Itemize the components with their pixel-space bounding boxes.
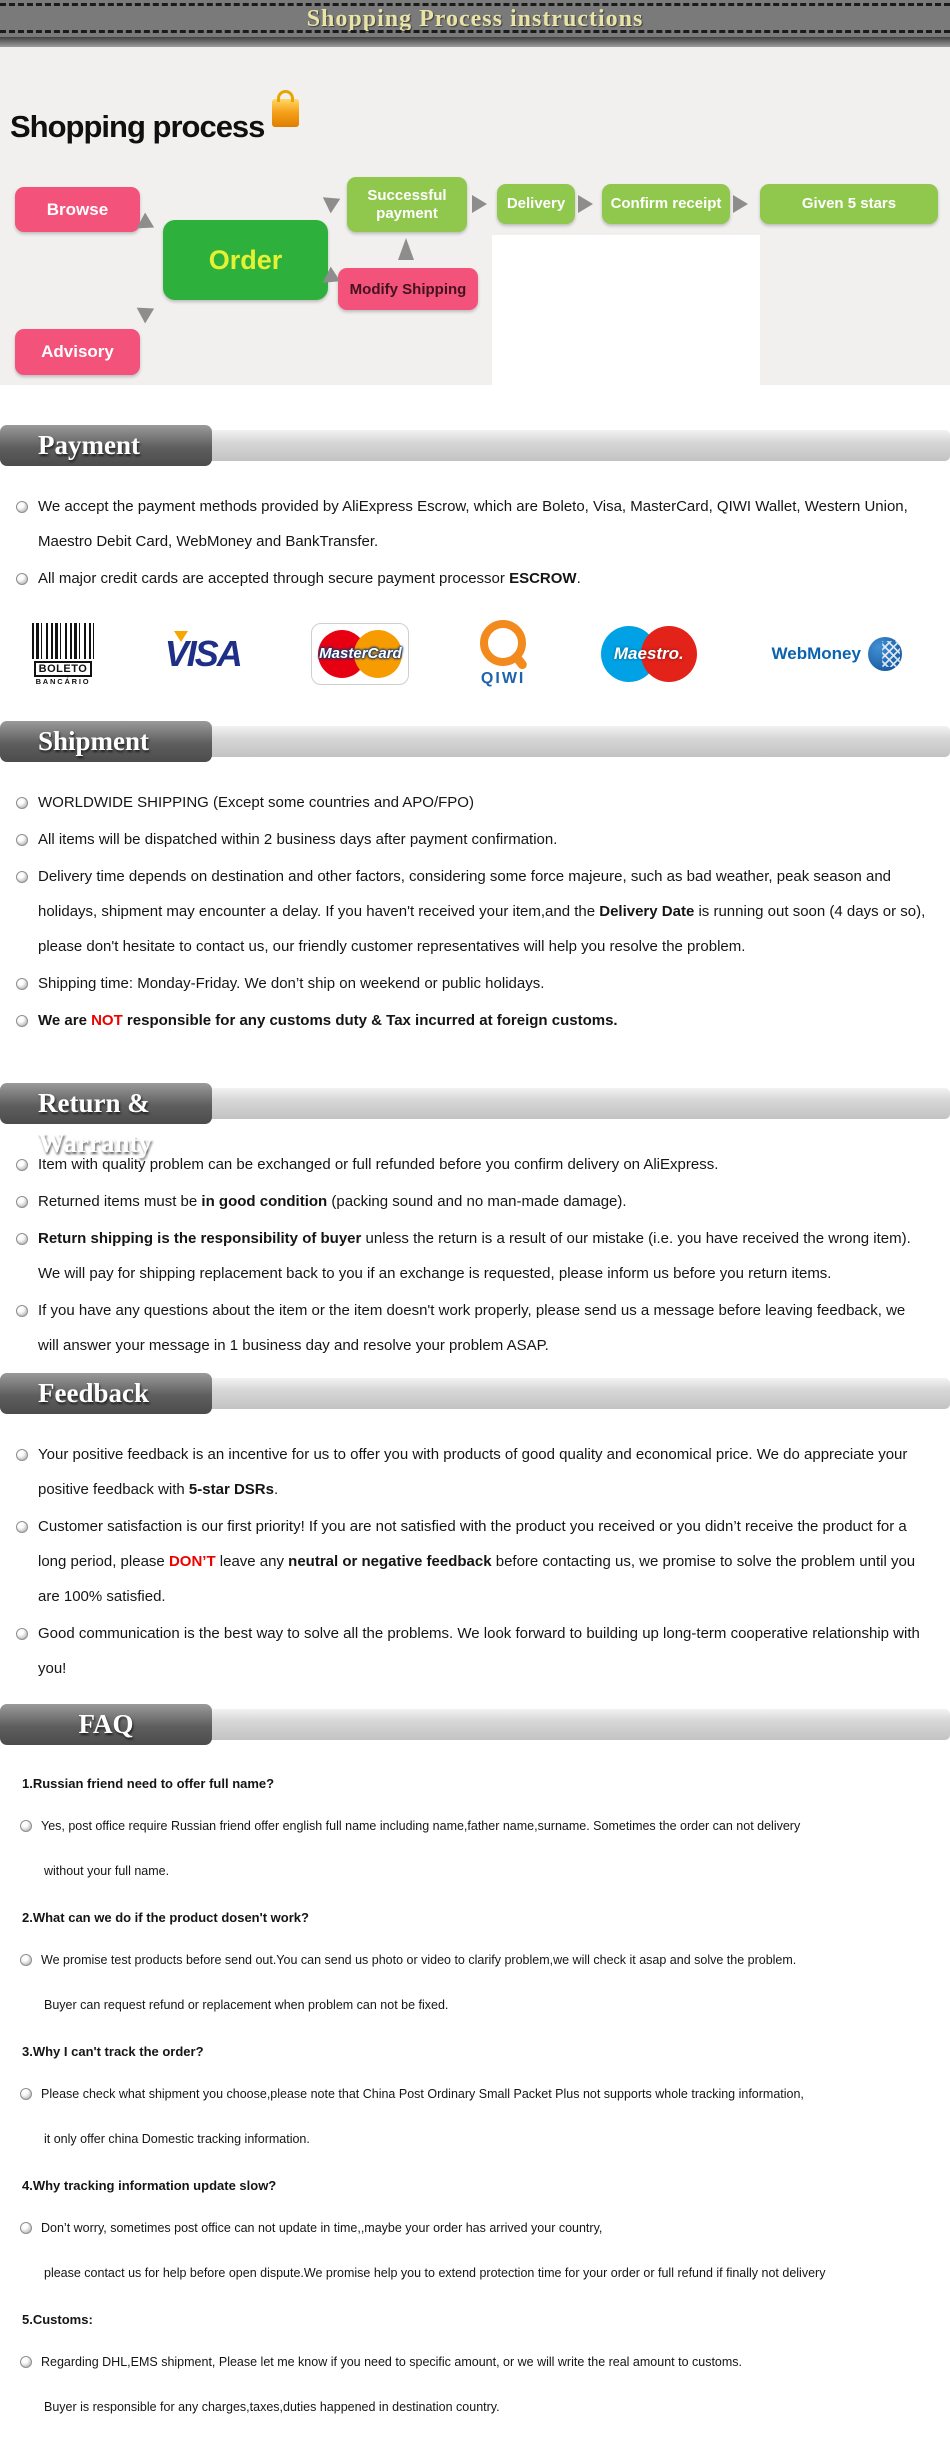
- shipment-title: Shipment: [0, 721, 212, 762]
- bullet-item: [16, 1221, 928, 1291]
- section-payment: [0, 425, 950, 706]
- bullet-item: [16, 1003, 928, 1038]
- arrow-icon: [323, 191, 344, 214]
- arrow-icon: [733, 195, 748, 213]
- bullet-item: [16, 1147, 928, 1182]
- bullet-text: [38, 1509, 928, 1614]
- page-title: Shopping Process instructions: [306, 6, 644, 32]
- maestro-logo: [597, 624, 701, 684]
- text-segment: We are: [38, 1012, 92, 1029]
- faq-answer-text: Buyer can request refund or replacement when problem can not be fixed.: [44, 1998, 449, 2012]
- bullet-item: [16, 489, 928, 559]
- bullet-item: [16, 966, 928, 1001]
- text-segment: Item with quality problem can be exchanged or full refunded before you confirm delivery on AliExpress.: [38, 1156, 719, 1173]
- faq-answer-text: We promise test products before send out.You can send us photo or video to clarify problem,we will check it asap and solve the problem.: [41, 1953, 797, 1967]
- text-segment: Your positive feedback is an incentive for us to offer you with products of good quality and economical price. We do appreciate your positive feedback with: [38, 1446, 908, 1498]
- bullet-item: [16, 1437, 928, 1507]
- text-segment: Customer satisfaction is our first priority! If you are not satisfied with the product you received or you didn’t receive the product for a long period, please: [38, 1518, 907, 1570]
- bullet-icon: [16, 1449, 28, 1461]
- feedback-header: [0, 1373, 950, 1415]
- shopping-process-diagram: [0, 47, 950, 385]
- flow-node-advisory: Advisory: [15, 329, 140, 375]
- mastercard-logo: [311, 623, 409, 685]
- webmoney-label: WebMoney: [771, 644, 861, 663]
- bullet-text: [38, 1221, 928, 1291]
- text-segment: unless the return is a result of our mistake (i.e. you have received the wrong item). We will pay for shipping replacement back to you if an exchange is requested, please inform us before you return items.: [38, 1230, 911, 1282]
- faq-question: 2.What can we do if the product dosen't work?: [22, 1910, 309, 1925]
- bullet-icon: [16, 797, 28, 809]
- faq-header: [0, 1704, 950, 1746]
- bullet-icon: [20, 2356, 32, 2368]
- faq-answer-line: [20, 2353, 926, 2371]
- bullet-item: [16, 822, 928, 857]
- payment-bullets: [16, 489, 928, 596]
- text-segment: leave any: [215, 1553, 289, 1570]
- arrow-icon: [472, 195, 487, 213]
- bullet-icon: [16, 1015, 28, 1027]
- faq-question: 1.Russian friend need to offer full name?: [22, 1776, 275, 1791]
- boleto-label: BOLETO: [34, 661, 93, 677]
- flow-node-modify-shipping: Modify Shipping: [338, 268, 478, 310]
- bullet-text: [38, 1003, 928, 1038]
- faq-answer-text: Don’t worry, sometimes post office can not update in time,,maybe your order has arrived your country,: [41, 2221, 603, 2235]
- text-segment: DON’T: [168, 1553, 216, 1570]
- bullet-icon: [16, 1305, 28, 1317]
- bullet-text: [38, 1437, 928, 1507]
- shipment-header: [0, 721, 950, 763]
- text-segment: in good condition: [201, 1193, 328, 1210]
- faq-answer-text: Buyer is responsible for any charges,taxes,duties happened in destination country.: [44, 2400, 500, 2414]
- shipment-bullets: [16, 785, 928, 1038]
- text-segment: 5-star DSRs: [188, 1481, 274, 1498]
- webmoney-logo: [772, 637, 902, 671]
- faq-answer-line: [20, 2264, 926, 2282]
- shopping-bag-icon: [272, 99, 299, 127]
- faq-answer-line: [20, 2130, 926, 2148]
- faq-question: 3.Why I can't track the order?: [22, 2044, 204, 2059]
- process-heading: Shopping process: [10, 109, 265, 144]
- bullet-text: [38, 489, 928, 559]
- bullet-icon: [16, 1159, 28, 1171]
- section-return-warranty: [0, 1083, 950, 1363]
- mastercard-label: MasterCard: [319, 645, 402, 662]
- faq-question: 4.Why tracking information update slow?: [22, 2178, 277, 2193]
- bullet-item: [16, 561, 928, 596]
- boleto-logo: [32, 623, 94, 686]
- bullet-text: [38, 859, 928, 964]
- faq-answer-line: [20, 1862, 926, 1880]
- bullet-item: [16, 1293, 928, 1363]
- text-segment: If you have any questions about the item or the item doesn't work properly, please send us a message before leaving feedback, we will answer your message in 1 business day and resolve your problem ASAP.: [38, 1302, 906, 1354]
- bullet-icon: [16, 978, 28, 990]
- bullet-icon: [20, 2088, 32, 2100]
- section-faq: [0, 1704, 950, 2416]
- flow-node-delivery: Delivery: [497, 184, 575, 224]
- faq-answer-text: please contact us for help before open dispute.We promise help you to extend protection time for your order or full refund if finally not delivery: [44, 2266, 826, 2280]
- bullet-text: [38, 966, 928, 1001]
- barcode-icon: [32, 623, 94, 659]
- flow-node-browse: Browse: [15, 187, 140, 232]
- text-segment: (packing sound and no man-made damage).: [327, 1193, 627, 1210]
- payment-title: Payment: [0, 425, 212, 466]
- section-shipment: [0, 721, 950, 1038]
- text-segment: is running out soon (4 days or so), please don't hesitate to contact us, our friendly customer representatives will help you resolve the problem.: [38, 903, 926, 955]
- flow-node-successful-payment: Successful payment: [347, 177, 467, 232]
- flow-node-order: Order: [163, 220, 328, 300]
- feedback-bullets: [16, 1437, 928, 1686]
- boleto-sublabel: BANCÁRIO: [35, 676, 91, 686]
- bullet-text: [38, 1293, 928, 1363]
- bullet-icon: [20, 2222, 32, 2234]
- text-segment: Good communication is the best way to solve all the problems. We look forward to building up long-term cooperative relationship with you!: [38, 1625, 920, 1677]
- bullet-icon: [16, 501, 28, 513]
- faq-answer-line: [20, 2398, 926, 2416]
- bullet-icon: [16, 1196, 28, 1208]
- webmoney-globe-icon: [868, 637, 902, 671]
- faq-answer-text: Yes, post office require Russian friend offer english full name including name,father name,surname. Sometimes the order can not delivery: [41, 1819, 801, 1833]
- bullet-icon: [16, 871, 28, 883]
- text-segment: Returned items must be: [38, 1193, 202, 1210]
- bullet-item: [16, 859, 928, 964]
- return-warranty-bullets: [16, 1147, 928, 1363]
- qiwi-logo: [480, 620, 526, 688]
- text-segment: neutral or negative feedback: [288, 1553, 492, 1570]
- bullet-item: [16, 1616, 928, 1686]
- faq-question: 5.Customs:: [22, 2312, 93, 2327]
- faq-answer-line: [20, 1817, 926, 1835]
- bullet-text: [38, 785, 928, 820]
- bullet-icon: [16, 1628, 28, 1640]
- visa-logo: VISA: [164, 633, 241, 674]
- text-segment: We accept the payment methods provided by AliExpress Escrow, which are Boleto, Visa, MasterCard, QIWI Wallet, Western Union, Maestro Debit Card, WebMoney and BankTransfer.: [38, 498, 908, 550]
- maestro-label: Maestro.: [613, 644, 684, 663]
- text-segment: Shipping time: Monday-Friday. We don’t ship on weekend or public holidays.: [38, 975, 545, 992]
- text-segment: WORLDWIDE SHIPPING (Except some countries and APO/FPO): [38, 794, 474, 811]
- faq-answer-line: [20, 1996, 926, 2014]
- flow-node-confirm-receipt: Confirm receipt: [602, 184, 730, 224]
- faq-body: [6, 1776, 930, 2416]
- flow-node-given-5-stars: Given 5 stars: [760, 184, 938, 224]
- faq-answer-text: it only offer china Domestic tracking information.: [44, 2132, 310, 2146]
- qiwi-q-icon: [480, 620, 526, 666]
- bullet-icon: [16, 834, 28, 846]
- faq-answer-line: [20, 1951, 926, 1969]
- text-segment: Return shipping is the responsibility of buyer: [38, 1230, 362, 1247]
- bullet-item: [16, 785, 928, 820]
- return-warranty-title: Return & Warranty: [0, 1083, 212, 1124]
- bullet-text: [38, 561, 928, 596]
- bullet-item: [16, 1184, 928, 1219]
- arrow-icon: [578, 195, 593, 213]
- bullet-text: [38, 1616, 928, 1686]
- text-segment: before contacting us, we promise to solve the problem until you are 100% satisfied.: [38, 1553, 916, 1605]
- text-segment: All major credit cards are accepted through secure payment processor: [38, 570, 510, 587]
- bullet-item: [16, 1509, 928, 1614]
- text-segment: .: [576, 570, 581, 587]
- bullet-icon: [16, 1233, 28, 1245]
- section-feedback: [0, 1373, 950, 1686]
- text-segment: responsible for any customs duty & Tax incurred at foreign customs.: [122, 1012, 618, 1029]
- faq-answer-line: [20, 2085, 926, 2103]
- bullet-icon: [16, 573, 28, 585]
- return-warranty-header: [0, 1083, 950, 1158]
- faq-answer-line: [20, 2219, 926, 2237]
- text-segment: Delivery Date: [599, 903, 695, 920]
- arrow-icon: [137, 301, 159, 324]
- feedback-title: Feedback: [0, 1373, 212, 1414]
- text-segment: NOT: [91, 1012, 123, 1029]
- arrow-up-icon: [398, 238, 414, 260]
- bullet-icon: [16, 1521, 28, 1533]
- payment-header: [0, 425, 950, 467]
- bullet-text: [38, 822, 928, 857]
- top-banner: [0, 0, 950, 37]
- payment-logos-row: [0, 598, 950, 706]
- bullet-icon: [20, 1954, 32, 1966]
- faq-answer-text: Regarding DHL,EMS shipment, Please let me know if you need to specific amount, or we will write the real amount to customs.: [41, 2355, 743, 2369]
- text-segment: All items will be dispatched within 2 business days after payment confirmation.: [38, 831, 558, 848]
- bullet-icon: [20, 1820, 32, 1832]
- faq-answer-text: without your full name.: [44, 1864, 170, 1878]
- text-segment: .: [273, 1481, 279, 1498]
- faq-answer-text: Please check what shipment you choose,please note that China Post Ordinary Small Packet Plus not supports whole tracking information,: [41, 2087, 804, 2101]
- faq-title: FAQ: [0, 1704, 212, 1745]
- qiwi-label: QIWI: [480, 670, 526, 687]
- bullet-text: [38, 1184, 928, 1219]
- diagram-white-patch: [492, 235, 760, 385]
- text-segment: ESCROW: [509, 570, 577, 587]
- text-segment: Delivery time depends on destination and other factors, considering some force majeure, such as bad weather, peak season and holidays, shipment may encounter a delay. If you haven't received your item,and the: [38, 868, 892, 920]
- bullet-text: [38, 1147, 928, 1182]
